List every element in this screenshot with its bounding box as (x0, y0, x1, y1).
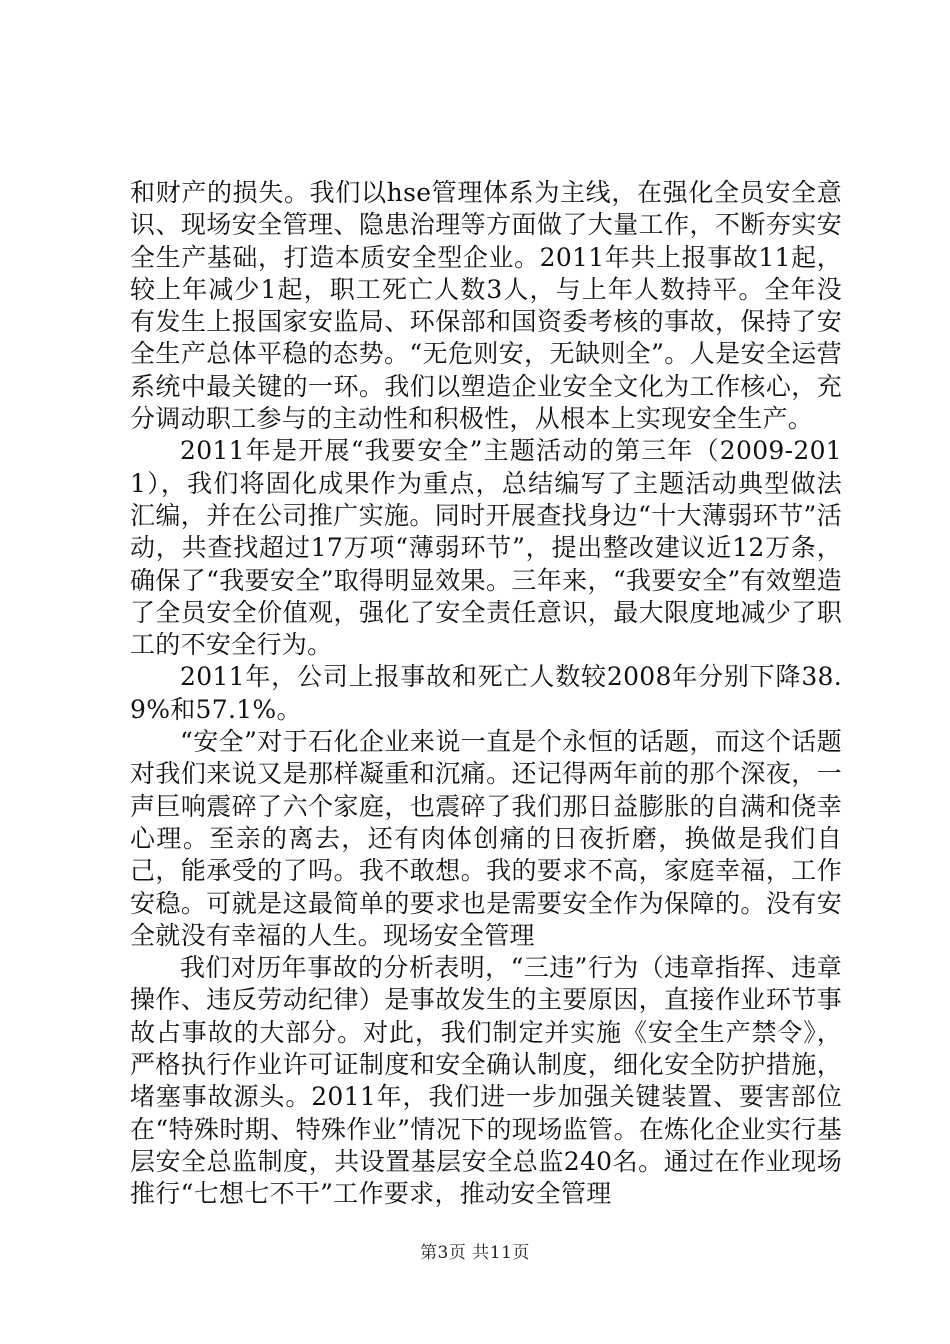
page-footer: 第3页 共11页 (420, 1243, 530, 1263)
paragraph-4: “安全”对于石化企业来说一直是个永恒的话题，而这个话题对我们来说又是那样凝重和沉痛。还记得两年前的那个深夜，一声巨响震碎了六个家庭，也震碎了我们那日益膨胀的自满和侥幸心理。至亲的离去，还有肉体创痛的日夜折磨，换做是我们自己，能承受的了吗。我不敢想。我的要求不高，家庭幸福，工作安稳。可就是这最简单的要求也是需要安全作为保障的。没有安全就没有幸福的人生。现场安全管理 (130, 727, 842, 950)
paragraph-3: 2011年，公司上报事故和死亡人数较2008年分别下降38.9%和57.1%。 (130, 662, 842, 724)
paragraph-2: 2011年是开展“我要安全”主题活动的第三年（2009-2011），我们将固化成果作为重点，总结编写了主题活动典型做法汇编，并在公司推广实施。同时开展查找身边“十大薄弱环节”活动，共查找超过17万项“薄弱环节”，提出整改建议近12万条，确保了“我要安全”取得明显效果。三年来，“我要安全”有效塑造了全员安全价值观，强化了安全责任意识，最大限度地减少了职工的不安全行为。 (130, 436, 842, 660)
paragraph-1: 和财产的损失。我们以hse管理体系为主线，在强化全员安全意识、现场安全管理、隐患治理等方面做了大量工作，不断夯实安全生产基础，打造本质安全型企业。2011年共上报事故11起，较上年减少1起，职工死亡人数3人，与上年人数持平。全年没有发生上报国家安监局、环保部和国资委考核的事故，保持了安全生产总体平稳的态势。“无危则安，无缺则全”。人是安全运营系统中最关键的一环。我们以塑造企业安全文化为工作核心，充分调动职工参与的主动性和积极性，从根本上实现安全生产。 (130, 178, 842, 434)
document-body (130, 177, 842, 1211)
paragraph-5: 我们对历年事故的分析表明，“三违”行为（违章指挥、违章操作、违反劳动纪律）是事故发生的主要原因，直接作业环节事故占事故的大部分。对此，我们制定并实施《安全生产禁令》，严格执行作业许可证制度和安全确认制度，细化安全防护措施，堵塞事故源头。2011年，我们进一步加强关键装置、要害部位在“特殊时期、特殊作业”情况下的现场监管。在炼化企业实行基层安全总监制度，共设置基层安全总监240名。通过在作业现场推行“七想七不干”工作要求，推动安全管理 (130, 953, 842, 1209)
